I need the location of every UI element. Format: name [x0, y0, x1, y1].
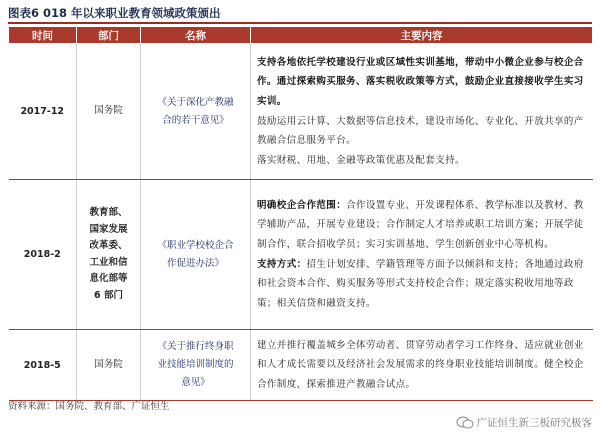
content-paragraph	[257, 255, 589, 314]
paragraph-text: 招生计划安排、学籍管理等方面予以倾斜和支持；各地通过政府和社会资本合作、购买服务等形式支持校企合作；规定落实税收用地等政策；相关信贷和融资支持。	[257, 258, 584, 309]
paragraph-label: 支持方式：	[257, 258, 307, 270]
dept-line: 工业和信	[89, 256, 128, 268]
policy-name-line: 作促进办法》	[166, 257, 224, 269]
cell-date: 2018-2	[9, 180, 77, 330]
content-paragraph	[257, 196, 589, 255]
content-paragraph: 支持各地依托学校建设行业或区域性实训基地，带动中小微企业参与校企合作。通过探索购买服务、落实税收政策等方式，鼓励企业直接接收学生实习实训。	[257, 56, 584, 107]
wechat-icon	[456, 416, 474, 429]
watermark-text: 广证恒生新三板研究极客	[476, 417, 592, 429]
cell-content	[251, 180, 593, 330]
watermark	[456, 415, 593, 430]
dept-line: 6 部门	[94, 289, 123, 301]
policy-name-line: 《职业学校校企合	[157, 239, 234, 251]
cell-policy-name	[141, 330, 251, 401]
policy-name-line: 意见》	[181, 377, 210, 388]
cell-content	[251, 44, 593, 180]
policy-name-line: 《关于深化产教融	[157, 96, 234, 108]
header-dept: 部门	[77, 27, 141, 44]
header-name: 名称	[141, 27, 251, 44]
cell-date: 2018-5	[9, 330, 77, 401]
cell-dept	[77, 330, 141, 401]
dept-line: 国务院	[94, 105, 123, 117]
cell-dept	[77, 180, 141, 330]
table-row	[9, 44, 593, 180]
source-note: 资料来源：国务院、教育部、广证恒生	[8, 401, 170, 412]
policy-table	[8, 26, 593, 401]
table-row	[9, 180, 593, 330]
header-content: 主要内容	[251, 27, 593, 44]
paragraph-text: 合作设置专业、开发课程体系、教学标准以及教材、教学辅助产品，开展专业建设；合作制定人才培养或职工培训方案；开展学徒制合作，联合招收学员；实习实训基地、学生创新创业中心等机构。	[257, 199, 584, 250]
table-header-row	[9, 27, 593, 44]
dept-line: 改革委、	[89, 240, 128, 251]
policy-name-line: 《关于推行终身职	[157, 341, 234, 352]
policy-name-line: 合的若干意见》	[162, 114, 229, 126]
paragraph-label: 明确校企合作范围：	[257, 199, 347, 211]
cell-policy-name	[141, 180, 251, 330]
dept-line: 息化部等	[89, 273, 128, 284]
dept-line: 国家发展	[89, 223, 128, 235]
content-paragraph: 落实财税、用地、金融等政策优惠及配套支持。	[257, 154, 465, 166]
cell-policy-name	[141, 44, 251, 180]
header-date: 时间	[9, 27, 77, 44]
dept-line: 国务院	[94, 358, 123, 370]
cell-dept	[77, 44, 141, 180]
content-paragraph: 鼓励运用云计算、大数据等信息技术，建设市场化、专业化、开放共享的产教融合信息服务平台。	[257, 115, 584, 147]
cell-date: 2017-12	[9, 44, 77, 180]
content-paragraph: 建立并推行覆盖城乡全体劳动者、贯穿劳动者学习工作终身、适应就业创业和人才成长需要以及经济社会发展需求的终身职业技能培训制度。健全校企合作制度，探索推进产教融合试点。	[257, 339, 584, 390]
table-caption: 图表6 018 年以来职业教育领域政策颁出	[8, 4, 592, 24]
policy-name-line: 业技能培训制度的	[157, 359, 234, 370]
table-row	[9, 330, 593, 401]
dept-line: 教育部、	[89, 207, 128, 218]
cell-content	[251, 330, 593, 401]
